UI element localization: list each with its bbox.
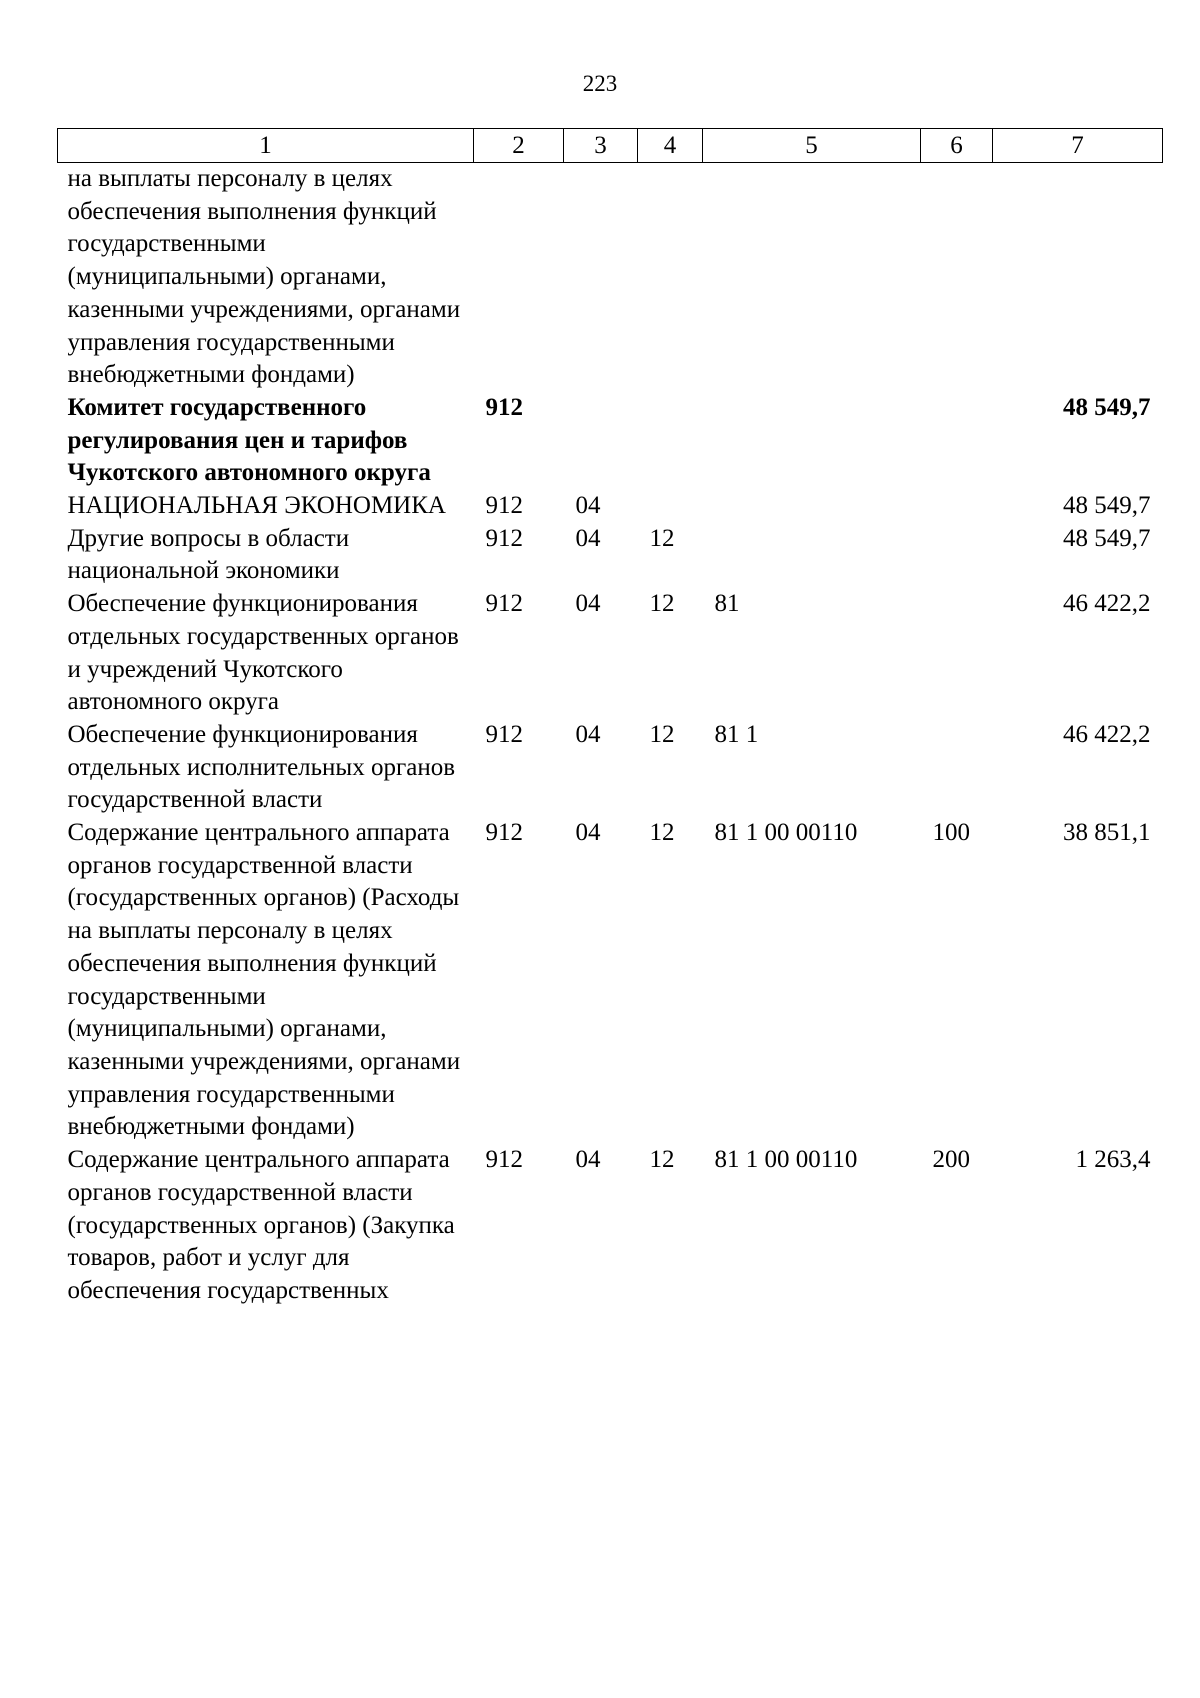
row-pr (638, 490, 703, 523)
budget-table (57, 128, 1163, 1308)
row-name: Обеспечение функционирования отдельных государственных органов и учреждений Чукотского автономного округа (67, 590, 459, 716)
header-col-6: 6 (921, 129, 993, 163)
row-rz: 04 (575, 720, 601, 748)
row-csr (703, 392, 921, 490)
row-name: на выплаты персоналу в целях обеспечения выполнения функций государственными (муниципальными) органами, казенными учреждениями, органами управления государственными внебюджетными фондами) (67, 165, 461, 389)
row-rz: 04 (575, 1146, 601, 1174)
row-sum: 38 851,1 (1063, 819, 1151, 847)
header-col-2: 2 (474, 129, 564, 163)
table-row (58, 490, 1163, 523)
row-gr: 912 (485, 524, 523, 552)
row-sum: 1 263,4 (1075, 1146, 1151, 1174)
row-rz: 04 (575, 524, 601, 552)
row-pr: 12 (649, 819, 675, 847)
table-row (58, 719, 1163, 817)
row-rz: 04 (575, 492, 601, 520)
row-gr: 912 (485, 720, 523, 748)
table-row (58, 392, 1163, 490)
header-col-1: 1 (58, 129, 474, 163)
row-sum: 48 549,7 (1063, 524, 1151, 552)
row-pr (638, 392, 703, 490)
row-csr: 81 (714, 590, 740, 618)
row-rz: 04 (575, 590, 601, 618)
row-rz: 04 (575, 819, 601, 847)
row-csr: 81 1 00 00110 (714, 1146, 858, 1174)
table-row (58, 588, 1163, 719)
row-sum: 48 549,7 (1063, 393, 1151, 421)
row-pr: 12 (649, 1146, 675, 1174)
header-col-5: 5 (703, 129, 921, 163)
row-pr (638, 163, 703, 392)
row-csr (703, 163, 921, 392)
row-pr: 12 (649, 590, 675, 618)
row-csr: 81 1 (714, 720, 759, 748)
row-vr: 200 (932, 1146, 970, 1174)
row-gr: 912 (485, 492, 523, 520)
table-row (58, 817, 1163, 1144)
row-name: Обеспечение функционирования отдельных исполнительных органов государственной власти (67, 720, 455, 814)
row-vr (921, 719, 993, 817)
header-col-3: 3 (564, 129, 638, 163)
table-body (58, 163, 1163, 1308)
row-name: НАЦИОНАЛЬНАЯ ЭКОНОМИКА (67, 492, 446, 520)
header-col-4: 4 (638, 129, 703, 163)
header-col-7: 7 (993, 129, 1163, 163)
row-sum (993, 163, 1163, 392)
row-rz (564, 163, 638, 392)
header-row (58, 129, 1163, 163)
row-vr (921, 588, 993, 719)
row-vr (921, 523, 993, 588)
row-name: Другие вопросы в области национальной экономики (67, 524, 350, 585)
page-number: 223 (582, 71, 618, 96)
row-name: Комитет государственного регулирования цен и тарифов Чукотского автономного округа (67, 393, 431, 487)
row-gr (474, 163, 564, 392)
row-pr: 12 (649, 720, 675, 748)
row-name: Содержание центрального аппарата органов государственной власти (государственных органов) (Расходы на выплаты персоналу в целях обеспечения выполнения функций государственными (муниципальными) органами, казенными учреждениями, органами управления государственными внебюджетными фондами) (67, 819, 461, 1141)
row-pr: 12 (649, 524, 675, 552)
table-row (58, 1144, 1163, 1308)
row-vr: 100 (932, 819, 970, 847)
row-gr: 912 (485, 1146, 523, 1174)
row-sum: 46 422,2 (1063, 720, 1151, 748)
row-sum: 46 422,2 (1063, 590, 1151, 618)
row-csr (703, 490, 921, 523)
row-gr: 912 (485, 819, 523, 847)
table-row (58, 163, 1163, 392)
table-header (58, 129, 1163, 163)
row-gr: 912 (485, 393, 523, 421)
row-csr (703, 523, 921, 588)
row-name: Содержание центрального аппарата органов государственной власти (государственных органов) (Закупка товаров, работ и услуг для обеспечения государственных (67, 1146, 455, 1304)
row-sum: 48 549,7 (1063, 492, 1151, 520)
row-csr: 81 1 00 00110 (714, 819, 858, 847)
row-vr (921, 490, 993, 523)
row-gr: 912 (485, 590, 523, 618)
row-vr (921, 392, 993, 490)
table-row (58, 523, 1163, 588)
row-vr (921, 163, 993, 392)
row-rz (564, 392, 638, 490)
